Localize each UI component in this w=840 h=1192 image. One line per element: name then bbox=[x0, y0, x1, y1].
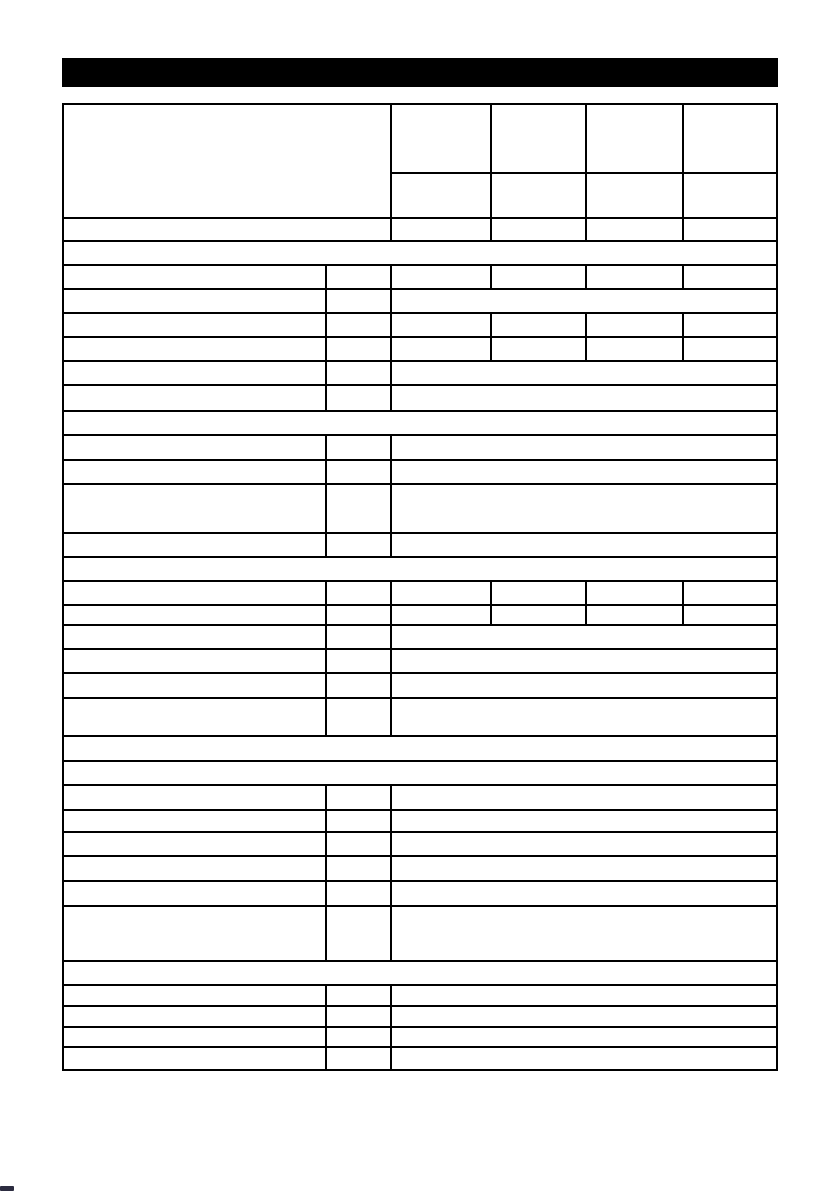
value-cell bbox=[390, 290, 776, 312]
value-cell bbox=[390, 986, 776, 1005]
table-row bbox=[64, 905, 776, 960]
label-cell bbox=[64, 674, 325, 697]
sub-cell bbox=[325, 626, 390, 648]
sub-cell bbox=[325, 461, 390, 483]
sub-cell bbox=[325, 290, 390, 312]
section-row bbox=[64, 410, 776, 434]
value-cell bbox=[390, 882, 776, 905]
header-left-cell bbox=[64, 105, 390, 217]
table-row bbox=[64, 288, 776, 312]
data-cell bbox=[490, 219, 585, 240]
sub-cell bbox=[325, 314, 390, 336]
label-cell bbox=[64, 485, 325, 532]
table-row bbox=[64, 459, 776, 483]
label-cell bbox=[64, 534, 325, 556]
section-row bbox=[64, 556, 776, 580]
data-cell bbox=[390, 266, 490, 288]
data-cell bbox=[585, 606, 682, 624]
sub-cell bbox=[325, 833, 390, 855]
value-cell bbox=[390, 485, 776, 532]
label-cell bbox=[64, 811, 325, 831]
label-cell bbox=[64, 582, 325, 604]
sub-cell bbox=[325, 362, 390, 384]
table-row bbox=[64, 336, 776, 360]
sub-cell bbox=[325, 650, 390, 672]
data-cell bbox=[390, 582, 490, 604]
data-cell bbox=[682, 219, 776, 240]
header-right-block bbox=[390, 105, 776, 217]
label-cell bbox=[64, 606, 325, 624]
sub-cell bbox=[325, 1048, 390, 1069]
header-top-band bbox=[390, 105, 776, 172]
sub-cell bbox=[325, 485, 390, 532]
label-cell bbox=[64, 857, 325, 880]
value-cell bbox=[390, 1028, 776, 1046]
data-cell bbox=[490, 338, 585, 360]
header-cell bbox=[585, 174, 682, 217]
sub-cell bbox=[325, 674, 390, 697]
label-cell bbox=[64, 907, 325, 960]
section-header-cell bbox=[64, 558, 776, 580]
table-row bbox=[64, 217, 776, 240]
label-cell bbox=[64, 1007, 325, 1026]
data-cell bbox=[682, 338, 776, 360]
table-row bbox=[64, 483, 776, 532]
label-cell bbox=[64, 290, 325, 312]
label-cell bbox=[64, 386, 325, 410]
label-cell bbox=[64, 650, 325, 672]
label-cell bbox=[64, 338, 325, 360]
label-cell bbox=[64, 626, 325, 648]
section-header-cell bbox=[64, 762, 776, 784]
table-row bbox=[64, 434, 776, 459]
value-cell bbox=[390, 626, 776, 648]
value-cell bbox=[390, 699, 776, 735]
header-cell bbox=[490, 174, 585, 217]
page-corner-mark bbox=[0, 1186, 14, 1191]
header-cell bbox=[585, 105, 682, 172]
table-row bbox=[64, 624, 776, 648]
data-cell bbox=[390, 338, 490, 360]
sub-cell bbox=[325, 338, 390, 360]
data-cell bbox=[490, 606, 585, 624]
table-row bbox=[64, 1046, 776, 1069]
value-cell bbox=[390, 833, 776, 855]
table-row bbox=[64, 360, 776, 384]
sub-cell bbox=[325, 907, 390, 960]
label-cell bbox=[64, 786, 325, 809]
data-cell bbox=[490, 314, 585, 336]
table-row bbox=[64, 604, 776, 624]
sub-cell bbox=[325, 699, 390, 735]
label-cell bbox=[64, 1048, 325, 1069]
label-cell bbox=[64, 1028, 325, 1046]
label-cell bbox=[64, 699, 325, 735]
header-sub-band bbox=[390, 172, 776, 217]
table-row bbox=[64, 648, 776, 672]
label-cell bbox=[64, 986, 325, 1005]
sub-cell bbox=[325, 386, 390, 410]
table-row bbox=[64, 1026, 776, 1046]
data-cell bbox=[490, 582, 585, 604]
value-cell bbox=[390, 857, 776, 880]
sub-cell bbox=[325, 436, 390, 459]
sub-cell bbox=[325, 857, 390, 880]
sub-cell bbox=[325, 786, 390, 809]
table-row bbox=[64, 672, 776, 697]
header-cell bbox=[490, 105, 585, 172]
table-row bbox=[64, 264, 776, 288]
data-cell bbox=[585, 219, 682, 240]
section-header-cell bbox=[64, 737, 776, 760]
label-cell bbox=[64, 219, 390, 240]
table-row bbox=[64, 831, 776, 855]
data-cell bbox=[585, 338, 682, 360]
value-cell bbox=[390, 907, 776, 960]
data-cell bbox=[682, 266, 776, 288]
data-cell bbox=[585, 266, 682, 288]
label-cell bbox=[64, 436, 325, 459]
table-row bbox=[64, 384, 776, 410]
value-cell bbox=[390, 786, 776, 809]
data-cell bbox=[490, 266, 585, 288]
data-cell bbox=[682, 314, 776, 336]
section-row bbox=[64, 960, 776, 984]
table-row bbox=[64, 784, 776, 809]
label-cell bbox=[64, 362, 325, 384]
sub-cell bbox=[325, 986, 390, 1005]
table-row bbox=[64, 312, 776, 336]
sub-cell bbox=[325, 1028, 390, 1046]
label-cell bbox=[64, 882, 325, 905]
data-cell bbox=[585, 582, 682, 604]
value-cell bbox=[390, 534, 776, 556]
value-cell bbox=[390, 386, 776, 410]
label-cell bbox=[64, 461, 325, 483]
value-cell bbox=[390, 436, 776, 459]
value-cell bbox=[390, 461, 776, 483]
sub-cell bbox=[325, 534, 390, 556]
table-header-row bbox=[64, 105, 776, 217]
section-header-cell bbox=[64, 242, 776, 264]
data-cell bbox=[682, 582, 776, 604]
sub-cell bbox=[325, 606, 390, 624]
sub-cell bbox=[325, 1007, 390, 1026]
header-cell bbox=[390, 174, 490, 217]
title-bar bbox=[62, 58, 778, 87]
label-cell bbox=[64, 266, 325, 288]
table-row bbox=[64, 809, 776, 831]
table-row bbox=[64, 580, 776, 604]
section-row bbox=[64, 240, 776, 264]
data-cell bbox=[390, 314, 490, 336]
value-cell bbox=[390, 811, 776, 831]
data-cell bbox=[390, 606, 490, 624]
section-row bbox=[64, 735, 776, 760]
table-row bbox=[64, 1005, 776, 1026]
label-cell bbox=[64, 833, 325, 855]
value-cell bbox=[390, 1007, 776, 1026]
value-cell bbox=[390, 1048, 776, 1069]
value-cell bbox=[390, 650, 776, 672]
sub-cell bbox=[325, 811, 390, 831]
header-cell bbox=[390, 105, 490, 172]
header-cell bbox=[682, 105, 776, 172]
data-cell bbox=[585, 314, 682, 336]
value-cell bbox=[390, 674, 776, 697]
table-row bbox=[64, 984, 776, 1005]
section-header-cell bbox=[64, 412, 776, 434]
data-cell bbox=[390, 219, 490, 240]
spec-table bbox=[62, 103, 778, 1071]
data-cell bbox=[682, 606, 776, 624]
header-cell bbox=[682, 174, 776, 217]
sub-cell bbox=[325, 882, 390, 905]
table-row bbox=[64, 855, 776, 880]
label-cell bbox=[64, 314, 325, 336]
table-row bbox=[64, 697, 776, 735]
sub-cell bbox=[325, 266, 390, 288]
table-row bbox=[64, 880, 776, 905]
section-row bbox=[64, 760, 776, 784]
table-row bbox=[64, 532, 776, 556]
section-header-cell bbox=[64, 962, 776, 984]
sub-cell bbox=[325, 582, 390, 604]
value-cell bbox=[390, 362, 776, 384]
